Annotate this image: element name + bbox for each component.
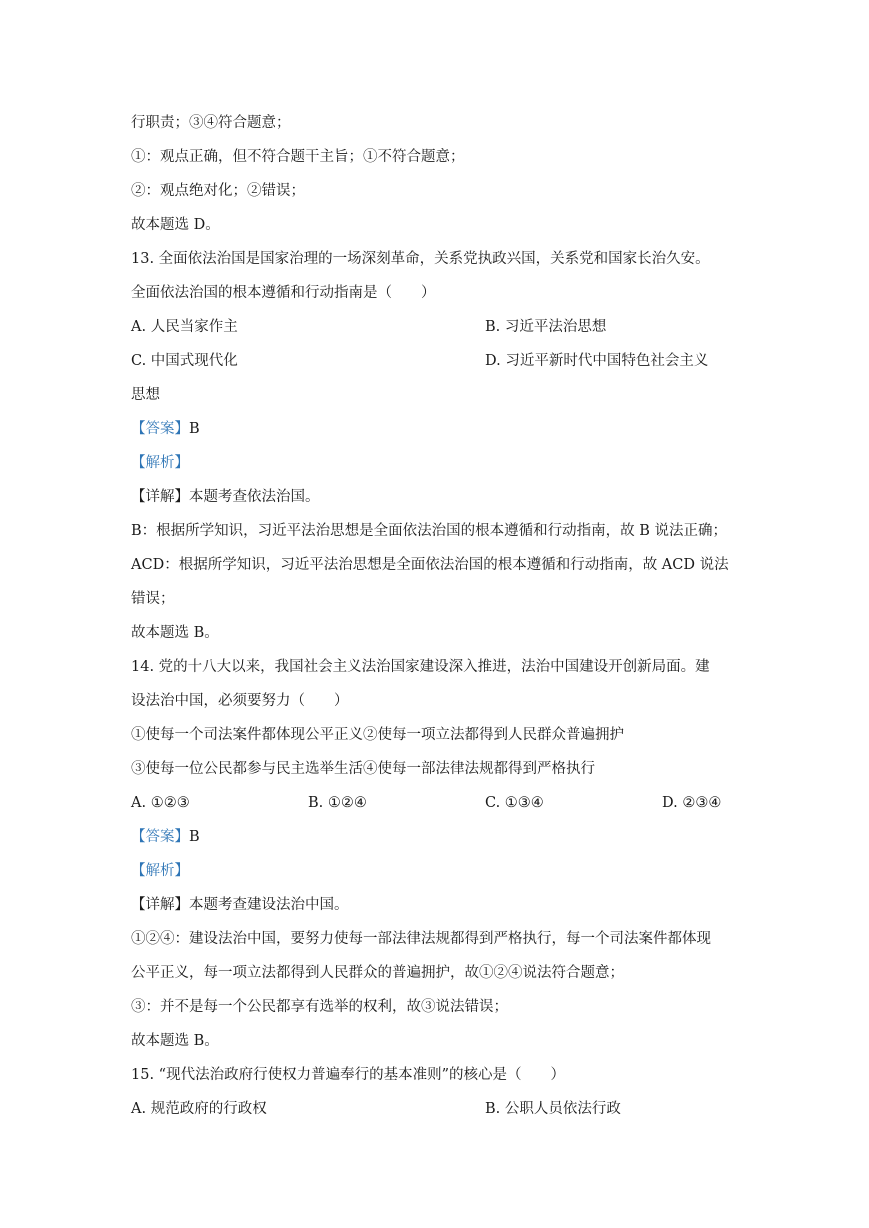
q13-explain-line: 错误；: [131, 591, 175, 607]
q13-analysis-tag: 【解析】: [131, 455, 189, 471]
answer-tag: 【答案】: [131, 829, 189, 845]
q13-conclusion: 故本题选 B。: [131, 625, 219, 641]
question-13-stem-cont: 全面依法治国的根本遵循和行动指南是（ ）: [131, 285, 436, 301]
q14-item-line: ①使每一个司法案件都体现公平正义②使每一项立法都得到人民群众普遍拥护: [131, 727, 624, 743]
q13-explain-line: B：根据所学知识，习近平法治思想是全面依法治国的根本遵循和行动指南，故 B 说法正确；: [131, 523, 728, 539]
q14-option-c: C. ①③④: [485, 795, 544, 811]
q14-option-a: A. ①②③: [131, 795, 190, 811]
question-14-stem: 14. 党的十八大以来，我国社会主义法治国家建设深入推进，法治中国建设开创新局面。建: [131, 659, 710, 675]
q15-option-b: B. 公职人员依法行政: [485, 1101, 621, 1117]
question-13-stem: 13. 全面依法治国是国家治理的一场深刻革命，关系党执政兴国，关系党和国家长治久安。: [131, 251, 710, 267]
answer-value: B: [189, 421, 200, 437]
answer-tag: 【答案】: [131, 421, 189, 437]
q13-option-a: A. 人民当家作主: [131, 319, 238, 335]
text-line: 行职责；③④符合题意；: [131, 115, 291, 131]
q14-option-d: D. ②③④: [662, 795, 722, 811]
q14-explain-line: 公平正义，每一项立法都得到人民群众的普遍拥护，故①②④说法符合题意；: [131, 965, 624, 981]
q13-explain-line: ACD：根据所学知识，习近平法治思想是全面依法治国的根本遵循和行动指南，故 ACD 说法: [131, 557, 729, 573]
q14-explain-line: ③：并不是每一个公民都享有选举的权利，故③说法错误；: [131, 999, 508, 1015]
q13-option-b: B. 习近平法治思想: [485, 319, 607, 335]
q14-answer: [131, 827, 200, 847]
question-15-stem: 15. “现代法治政府行使权力普遍奉行的基本准则”的核心是（ ）: [131, 1067, 565, 1083]
q13-option-c: C. 中国式现代化: [131, 353, 238, 369]
q13-answer: [131, 419, 200, 439]
q14-item-line: ③使每一位公民都参与民主选举生活④使每一部法律法规都得到严格执行: [131, 761, 595, 777]
q13-option-d: D. 习近平新时代中国特色社会主义: [485, 353, 709, 369]
q13-option-d-cont: 思想: [131, 387, 160, 403]
q14-option-b: B. ①②④: [308, 795, 367, 811]
q13-detail: 【详解】本题考查依法治国。: [131, 489, 320, 505]
q15-option-a: A. 规范政府的行政权: [131, 1101, 267, 1117]
text-line: ①：观点正确，但不符合题干主旨；①不符合题意；: [131, 149, 465, 165]
q14-analysis-tag: 【解析】: [131, 863, 189, 879]
q14-conclusion: 故本题选 B。: [131, 1033, 219, 1049]
q14-detail: 【详解】本题考查建设法治中国。: [131, 897, 349, 913]
text-line: ②：观点绝对化；②错误；: [131, 183, 305, 199]
answer-value: B: [189, 829, 200, 845]
question-14-stem-cont: 设法治中国，必须要努力（ ）: [131, 693, 349, 709]
q14-explain-line: ①②④：建设法治中国，要努力使每一部法律法规都得到严格执行，每一个司法案件都体现: [131, 931, 711, 947]
text-line: 故本题选 D。: [131, 217, 220, 233]
